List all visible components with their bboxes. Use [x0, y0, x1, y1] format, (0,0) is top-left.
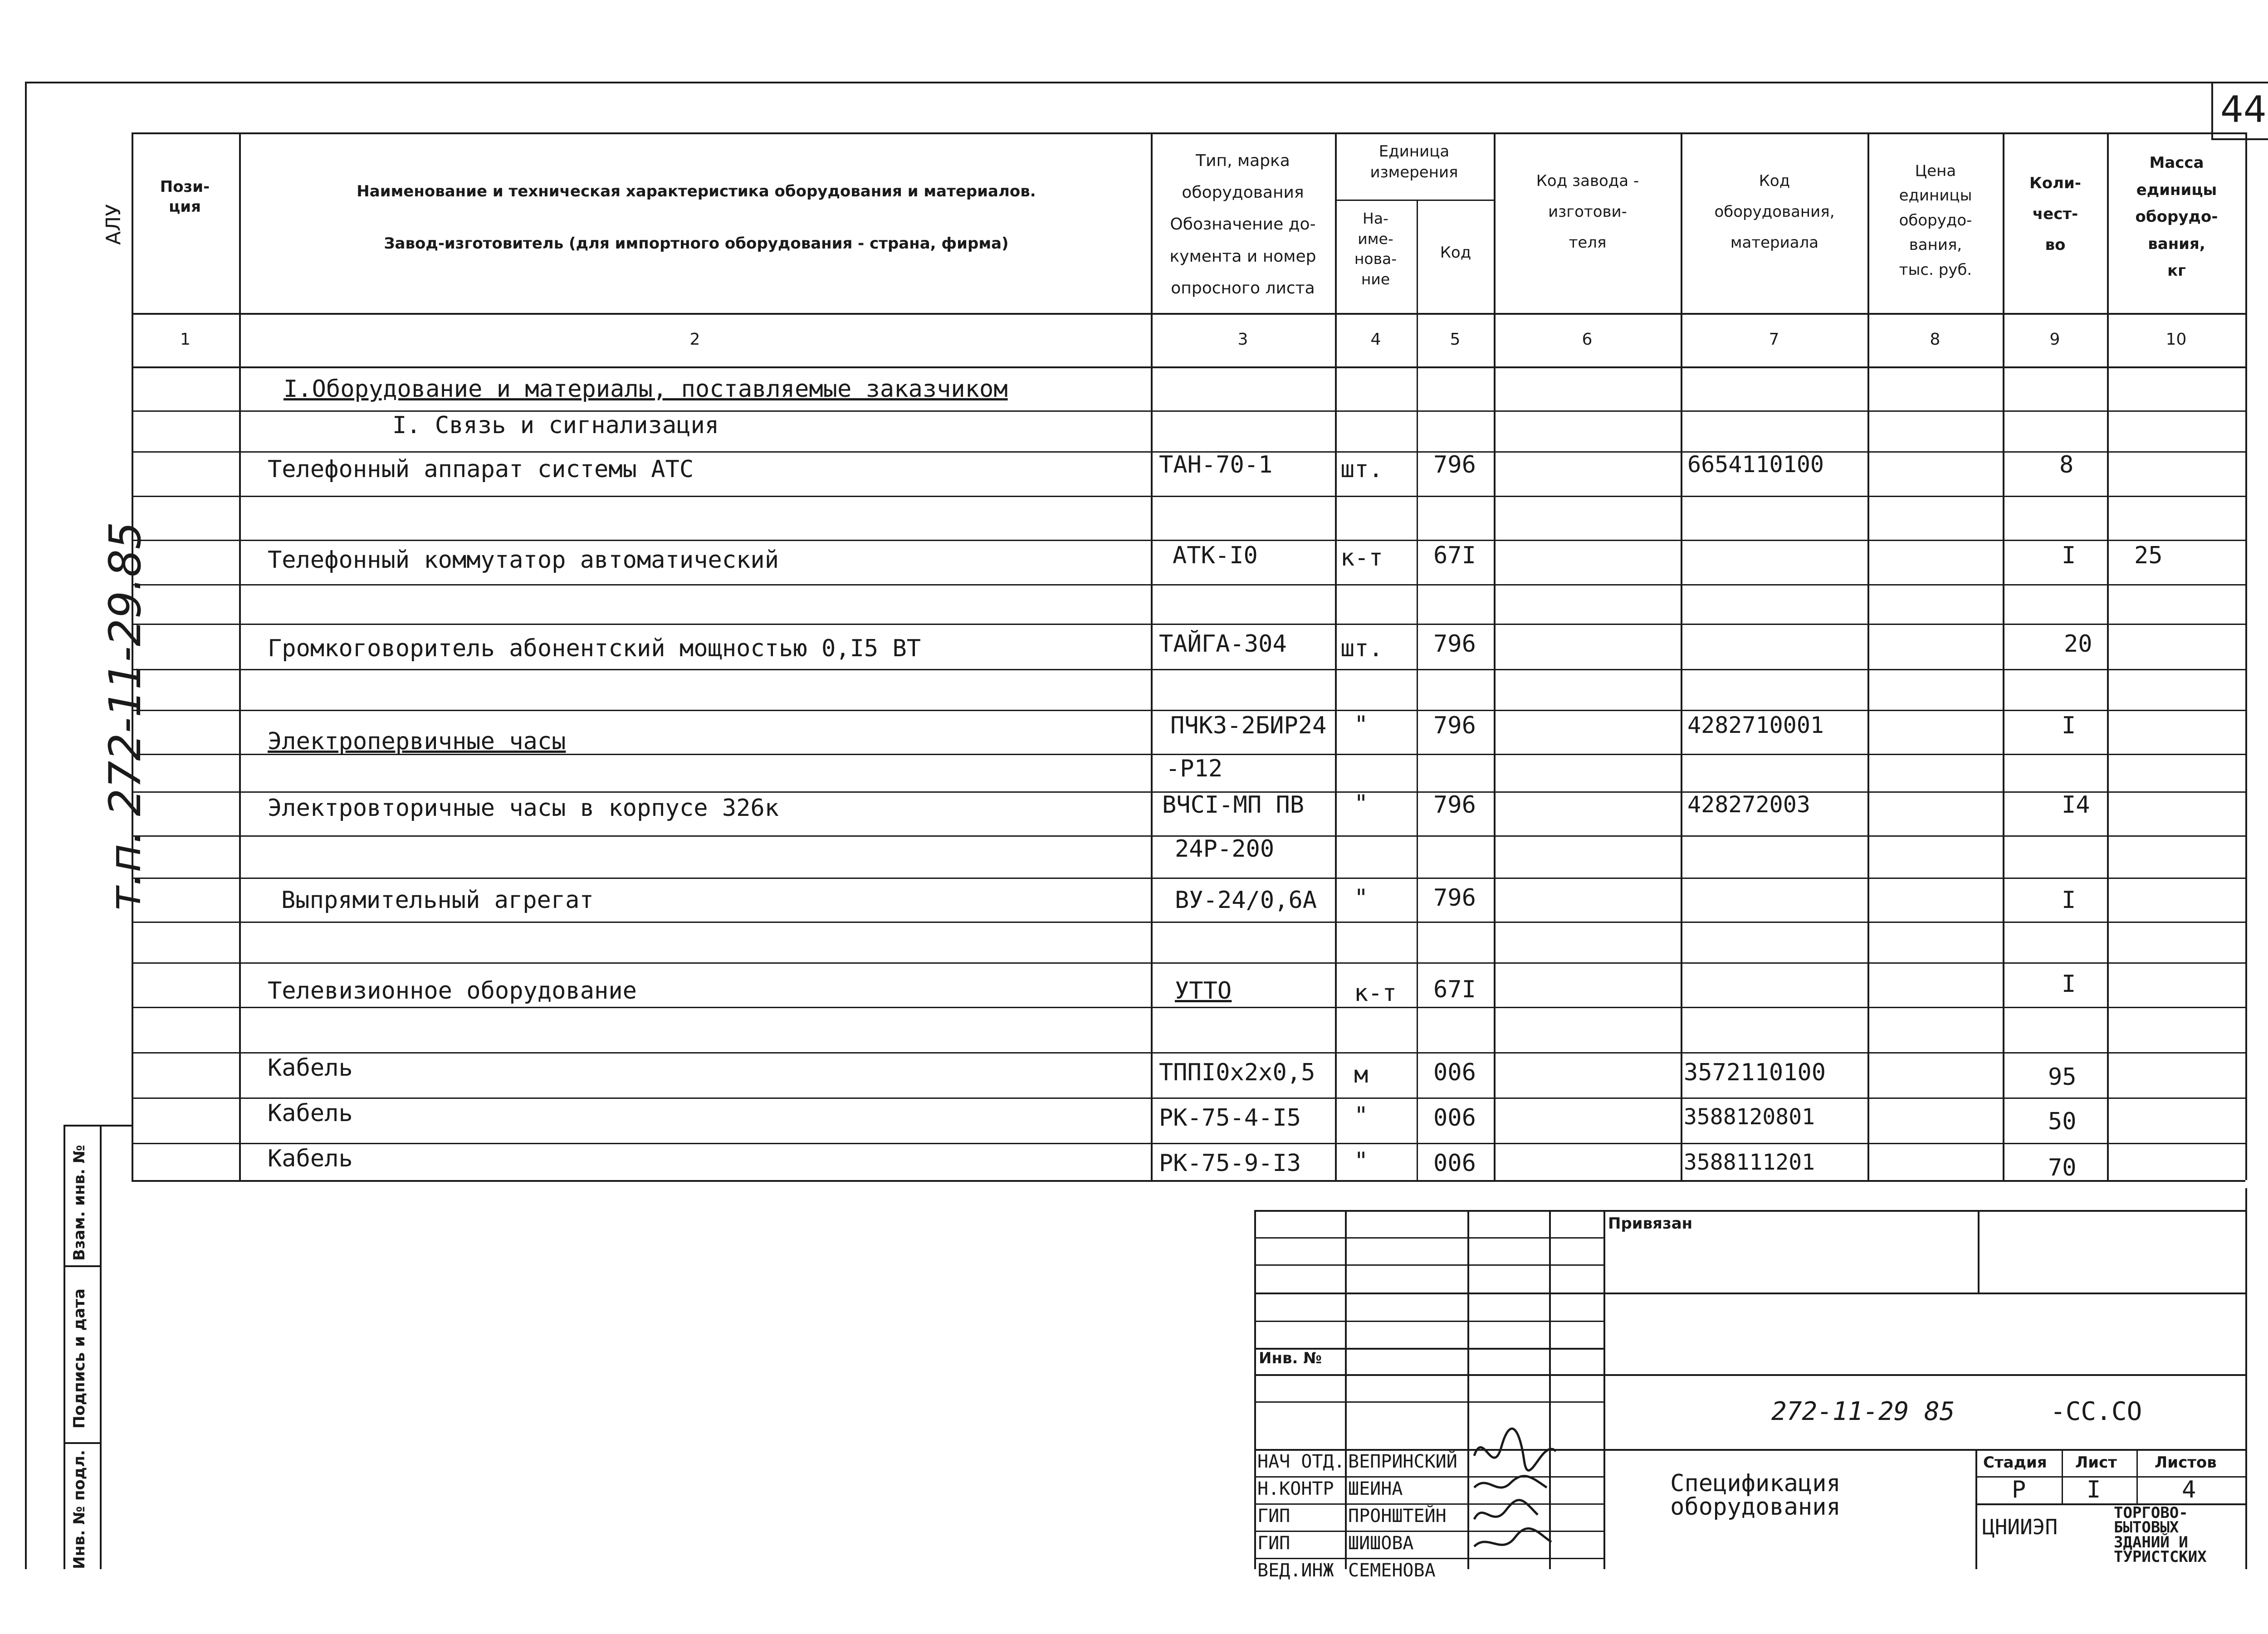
header-price: Цена единицы оборудо- вания, тыс. руб. [1899, 162, 1972, 279]
row-5-type-cont: 24Р-200 [1175, 835, 1275, 863]
stamp-list: I [2087, 1476, 2101, 1503]
row-1-unit: шт. [1340, 456, 1383, 483]
row-8-code: 006 [1433, 1059, 1476, 1086]
row-8-qty: 95 [2048, 1063, 2077, 1091]
stamp-privyazan: Привязан [1608, 1215, 1693, 1233]
row-3-unit: шт. [1340, 635, 1383, 662]
row-10-qty: 70 [2048, 1154, 2077, 1181]
sheet-number: 44 [2220, 88, 2267, 131]
col-line-6 [1681, 132, 1682, 1180]
stamp-name-5: СЕМЕНОВА [1348, 1560, 1436, 1581]
row-10-unit: " [1354, 1147, 1369, 1175]
stamp-doc-suffix: -СС.СО [2050, 1397, 2142, 1426]
stamp-right-block-left [1975, 1449, 1977, 1569]
row-2-type: АТК-I0 [1173, 542, 1258, 569]
header-mass: Масса единицы оборудо- вания, кг [2135, 154, 2218, 280]
row-8-name: Кабель [268, 1054, 353, 1082]
row-4-code: 796 [1433, 712, 1476, 739]
row-4-unit: " [1354, 711, 1369, 738]
stamp-role-4: ГИП [1257, 1533, 1290, 1554]
signature-4 [1474, 1528, 1551, 1546]
stamp-stadia-label: Стадия [1983, 1454, 2047, 1472]
stamp-col-d [1603, 1210, 1605, 1569]
row-5-type: ВЧСI-МП ПВ [1162, 791, 1305, 819]
row-1-code: 796 [1433, 451, 1476, 478]
row-5-code: 796 [1433, 791, 1476, 819]
row-7-code: 67I [1433, 976, 1476, 1003]
stamp-role-5: ВЕД.ИНЖ [1257, 1560, 1334, 1581]
frame-left [25, 82, 27, 1569]
col-num-7: 7 [1769, 330, 1779, 349]
row-5-qty: I4 [2062, 791, 2090, 819]
row-line-top [132, 132, 2245, 134]
stamp-row-1 [1254, 1237, 1603, 1239]
header-name: Наименование и техническая характеристика оборудования и материалов. [357, 182, 1036, 200]
stamp-col-b [1467, 1210, 1469, 1569]
margin-line-1 [64, 1125, 132, 1127]
signatures [1470, 1410, 1560, 1569]
margin-podpis: Подпись и дата [70, 1288, 88, 1429]
stamp-stadia-line-2 [1975, 1503, 2245, 1505]
stamp-privyazan-divider [1978, 1210, 1980, 1293]
row-2-mass: 25 [2134, 542, 2163, 569]
row-5-eq-code: 428272003 [1687, 791, 1810, 818]
stamp-listov-label: Листов [2155, 1454, 2217, 1472]
row-2-name: Телефонный коммутатор автоматический [268, 546, 779, 574]
row-line-numbers [132, 366, 2245, 368]
row-8-type: ТППI0х2х0,5 [1159, 1059, 1315, 1086]
row-6-name: Выпрямительный агрегат [281, 887, 594, 914]
row-9-qty: 50 [2048, 1108, 2077, 1135]
col-line-1 [239, 132, 241, 1180]
header-quantity: Коли- чест- во [2029, 174, 2081, 254]
row-line-e [132, 584, 2245, 585]
row-line-r [132, 1143, 2245, 1144]
subsection-title: I. Связь и сигнализация [392, 412, 719, 439]
row-2-qty: I [2062, 542, 2076, 569]
margin-col-mid [100, 1125, 102, 1569]
stamp-title: Спецификация оборудования [1670, 1470, 1841, 1521]
row-7-type: УТТО [1175, 977, 1232, 1005]
row-3-type: ТАЙГА-304 [1159, 630, 1287, 658]
col-num-1: 1 [180, 330, 191, 349]
col-line-3 [1335, 132, 1337, 1180]
side-doc-number: т.п. 272-11-29.85 [100, 522, 151, 912]
row-3-code: 796 [1433, 630, 1476, 658]
stamp-role-1: НАЧ ОТД. [1257, 1451, 1345, 1472]
stamp-inv-no: Инв. № [1259, 1349, 1322, 1367]
row-line-c [132, 496, 2245, 497]
col-line-8 [2003, 132, 2004, 1180]
stamp-col-a [1345, 1210, 1347, 1569]
row-line-h [132, 710, 2245, 711]
stamp-listov: 4 [2182, 1476, 2196, 1503]
signature-2 [1474, 1476, 1547, 1488]
margin-inv: Инв. № подл. [70, 1449, 88, 1569]
margin-col-left [64, 1125, 65, 1569]
header-unit-name: На- име- нова- ние [1354, 210, 1397, 288]
stamp-stadia: Р [2012, 1476, 2026, 1503]
row-line-d [132, 540, 2245, 541]
row-3-name: Громкоговоритель абонентский мощностью 0,I5 ВТ [268, 635, 921, 662]
row-line-n [132, 962, 2245, 964]
col-num-10: 10 [2165, 330, 2187, 349]
row-1-type: ТАН-70-1 [1159, 451, 1273, 478]
row-10-name: Кабель [268, 1145, 353, 1172]
row-10-eq-code: 3588111201 [1684, 1150, 1815, 1175]
row-1-name: Телефонный аппарат системы АТС [268, 456, 694, 483]
row-9-type: РК-75-4-I5 [1159, 1104, 1301, 1132]
col-line-0 [132, 132, 133, 1180]
row-1-qty: 8 [2059, 451, 2074, 478]
header-unit-code: Код [1440, 244, 1471, 262]
header-manufacturer: Завод-изготовитель (для импортного оборудования - страна, фирма) [384, 234, 1009, 253]
stamp-role-3: ГИП [1257, 1506, 1290, 1527]
stamp-left [1254, 1210, 1256, 1569]
unit-header-split [1335, 200, 1494, 201]
row-7-qty: I [2062, 971, 2076, 998]
stamp-stadia-col-1 [2062, 1449, 2063, 1503]
col-line-7 [1867, 132, 1869, 1180]
row-9-code: 006 [1433, 1104, 1476, 1132]
stamp-top [1254, 1210, 2245, 1212]
margin-line-2 [64, 1265, 100, 1267]
stamp-stadia-col-2 [2136, 1449, 2138, 1503]
row-6-code: 796 [1433, 884, 1476, 912]
col-num-3: 3 [1237, 330, 1248, 349]
row-10-type: РК-75-9-I3 [1159, 1150, 1301, 1177]
stamp-name-3: ПРОНШТЕЙН [1348, 1506, 1447, 1527]
row-2-code: 67I [1433, 542, 1476, 569]
row-9-name: Кабель [268, 1100, 353, 1127]
row-line-g [132, 669, 2245, 670]
col-line-5 [1494, 132, 1496, 1180]
row-8-unit: м [1354, 1061, 1369, 1088]
row-line-o [132, 1007, 2245, 1008]
section-title: I.Оборудование и материалы, поставляемые заказчиком [284, 376, 1008, 403]
row-9-eq-code: 3588120801 [1684, 1104, 1815, 1130]
row-8-eq-code: 3572110100 [1684, 1059, 1826, 1086]
stamp-doc-code: 272-11-29 85 [1771, 1397, 1955, 1426]
row-4-qty: I [2062, 712, 2076, 739]
row-6-unit: " [1354, 884, 1369, 912]
col-num-4: 4 [1370, 330, 1381, 349]
col-num-6: 6 [1582, 330, 1593, 349]
stamp-list-label: Лист [2075, 1454, 2117, 1472]
row-5-unit: " [1354, 790, 1369, 817]
sheet-box-bottom [2211, 138, 2268, 140]
stamp-name-2: ШЕИНА [1348, 1478, 1403, 1499]
row-4-type-cont: -Р12 [1166, 755, 1223, 782]
stamp-row-8 [1254, 1449, 2245, 1451]
signature-1 [1474, 1429, 1556, 1470]
col-line-10 [2245, 132, 2247, 1180]
col-num-9: 9 [2049, 330, 2060, 349]
row-4-name: Электропервичные часы [268, 728, 566, 755]
frame-top [25, 82, 2268, 83]
col-line-9 [2107, 132, 2109, 1180]
row-line-f [132, 624, 2245, 625]
row-line-bottom [132, 1180, 2245, 1182]
side-top-mark: АЛУ [102, 204, 125, 245]
sheet-box-left [2211, 82, 2213, 138]
stamp-row-6 [1254, 1374, 2245, 1376]
col-num-8: 8 [1930, 330, 1941, 349]
row-4-eq-code: 4282710001 [1687, 712, 1824, 738]
row-7-unit: к-т [1354, 980, 1397, 1007]
row-2-unit: к-т [1340, 544, 1383, 571]
row-line-p [132, 1052, 2245, 1054]
row-1-eq-code: 6654110100 [1687, 451, 1824, 478]
row-9-unit: " [1354, 1102, 1369, 1129]
stamp-name-1: ВЕПРИНСКИЙ [1348, 1451, 1457, 1472]
stamp-name-4: ШИШОВА [1348, 1533, 1414, 1554]
header-factory-code: Код завода - изготови- теля [1536, 172, 1639, 252]
row-7-name: Телевизионное оборудование [268, 977, 637, 1005]
stamp-row-3 [1254, 1293, 2245, 1294]
stamp-org-desc: ТОРГОВО- БЫТОВЫХ ЗДАНИЙ И ТУРИСТСКИХ [2114, 1504, 2207, 1566]
margin-vzam: Взам. инв. № [70, 1145, 88, 1261]
stamp-row-7 [1254, 1401, 1603, 1403]
row-line-q [132, 1097, 2245, 1099]
row-6-type: ВУ-24/0,6А [1175, 887, 1317, 914]
header-unit: Единица измерения [1370, 142, 1458, 181]
row-10-code: 006 [1433, 1150, 1476, 1177]
row-4-type: ПЧКЗ-2БИР24 [1170, 712, 1327, 739]
header-position: Пози- ция [160, 178, 210, 216]
header-equipment-code: Код оборудования, материала [1714, 172, 1835, 252]
row-line-m [132, 922, 2245, 923]
header-type: Тип, марка оборудования Обозначение до- кумента и номер опросного листа [1169, 151, 1316, 298]
row-3-qty: 20 [2064, 630, 2092, 658]
stamp-role-2: Н.КОНТР [1257, 1478, 1334, 1499]
row-6-qty: I [2062, 887, 2076, 914]
row-5-name: Электровторичные часы в корпусе 326к [268, 795, 779, 822]
stamp-org: ЦНИИЭП [1982, 1515, 2058, 1539]
row-line-header [132, 313, 2245, 315]
stamp-row-4 [1254, 1321, 1603, 1322]
signature-3 [1474, 1500, 1538, 1519]
col-num-5: 5 [1450, 330, 1461, 349]
row-line-l [132, 878, 2245, 879]
col-num-2: 2 [689, 330, 700, 349]
margin-line-3 [64, 1442, 100, 1444]
stamp-row-2 [1254, 1264, 1603, 1266]
stamp-right [2245, 1188, 2247, 1569]
